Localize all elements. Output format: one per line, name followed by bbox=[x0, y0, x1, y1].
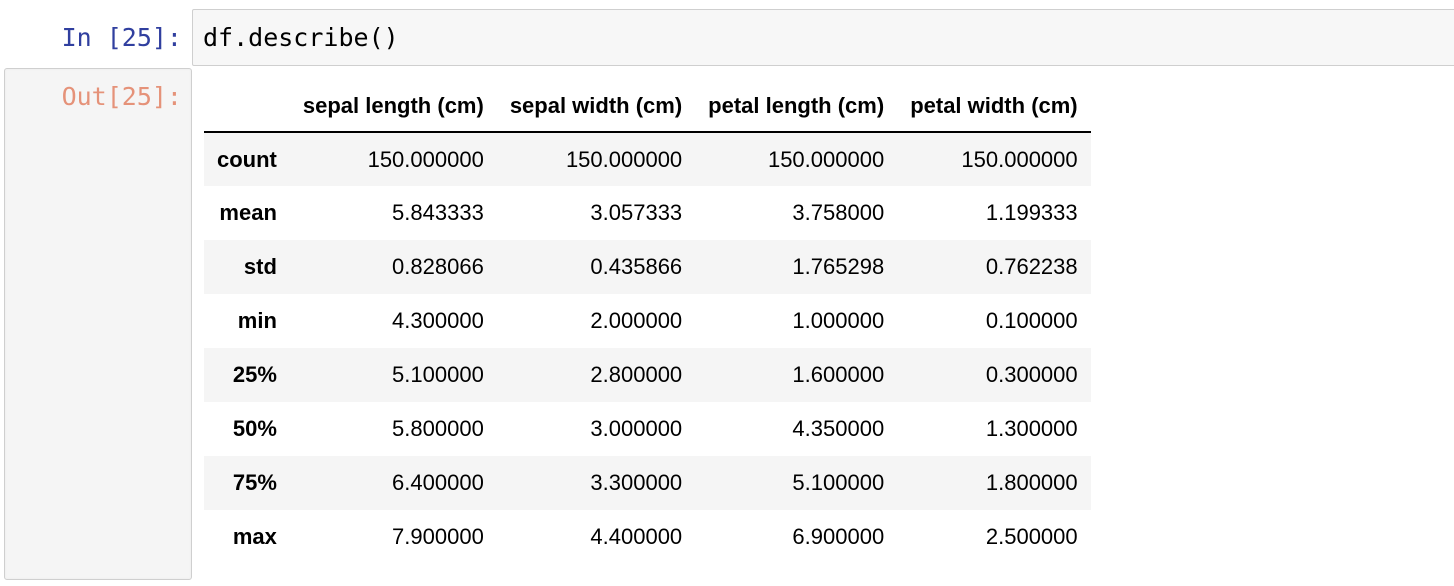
table-cell: 1.199333 bbox=[985, 200, 1078, 225]
table-cell: 150.000000 bbox=[367, 146, 484, 172]
table-cell: 4.300000 bbox=[392, 308, 484, 333]
index-header bbox=[204, 80, 290, 132]
output-prompt-area[interactable] bbox=[4, 68, 192, 580]
table-row bbox=[204, 240, 1091, 294]
table-cell: 5.843333 bbox=[392, 200, 484, 225]
table-row bbox=[204, 510, 1091, 564]
table-cell: 0.300000 bbox=[985, 362, 1078, 387]
table-cell: 4.350000 bbox=[792, 416, 885, 441]
column-header-sepal-length: sepal length (cm) bbox=[290, 80, 497, 132]
table-cell: 1.600000 bbox=[792, 362, 885, 387]
table-cell: 6.400000 bbox=[392, 470, 484, 495]
table-header-row bbox=[204, 80, 1091, 132]
table-cell: 2.000000 bbox=[590, 308, 683, 333]
row-label: max bbox=[232, 524, 277, 549]
input-prompt: In [25]: bbox=[61, 23, 182, 52]
table-row bbox=[204, 456, 1091, 510]
table-cell: 150.000000 bbox=[565, 146, 683, 172]
table-cell: 1.765298 bbox=[792, 254, 885, 279]
table-cell: 1.800000 bbox=[985, 470, 1078, 495]
row-label: count bbox=[217, 146, 277, 172]
table-cell: 7.900000 bbox=[392, 524, 484, 549]
table-cell: 2.800000 bbox=[590, 362, 683, 387]
table-cell: 1.300000 bbox=[985, 416, 1078, 441]
code-text[interactable]: df.describe() bbox=[203, 23, 399, 52]
table-cell: 3.300000 bbox=[590, 470, 683, 495]
table-row bbox=[204, 294, 1091, 348]
table-cell: 1.000000 bbox=[792, 308, 885, 333]
row-label: 75% bbox=[232, 470, 277, 495]
table-cell: 0.828066 bbox=[392, 254, 484, 279]
table-row bbox=[204, 186, 1091, 240]
output-prompt: Out[25]: bbox=[61, 82, 182, 111]
table-cell: 0.100000 bbox=[985, 308, 1078, 333]
table-cell: 6.900000 bbox=[792, 524, 885, 549]
table-cell: 150.000000 bbox=[767, 146, 885, 172]
table-cell: 4.400000 bbox=[590, 524, 683, 549]
column-header-sepal-width: sepal width (cm) bbox=[497, 80, 695, 132]
column-header-petal-length: petal length (cm) bbox=[695, 80, 897, 132]
table-cell: 3.000000 bbox=[590, 416, 683, 441]
table-row bbox=[204, 132, 1091, 186]
table-cell: 150.000000 bbox=[961, 146, 1078, 172]
table-cell: 5.800000 bbox=[392, 416, 484, 441]
table-cell: 5.100000 bbox=[392, 362, 484, 387]
table-cell: 3.758000 bbox=[792, 200, 885, 225]
row-label: min bbox=[237, 308, 277, 333]
table-row bbox=[204, 348, 1091, 402]
table-row bbox=[204, 402, 1091, 456]
column-header-petal-width: petal width (cm) bbox=[897, 80, 1090, 132]
row-label: mean bbox=[219, 200, 277, 225]
table-cell: 3.057333 bbox=[590, 200, 683, 225]
dataframe-table bbox=[204, 80, 1091, 564]
table-cell: 0.762238 bbox=[985, 254, 1078, 279]
row-label: 50% bbox=[232, 416, 277, 441]
table-cell: 0.435866 bbox=[590, 254, 683, 279]
row-label: 25% bbox=[232, 362, 277, 387]
row-label: std bbox=[243, 254, 277, 279]
table-cell: 2.500000 bbox=[985, 524, 1078, 549]
code-input-area[interactable] bbox=[192, 9, 1454, 66]
table-cell: 5.100000 bbox=[792, 470, 885, 495]
